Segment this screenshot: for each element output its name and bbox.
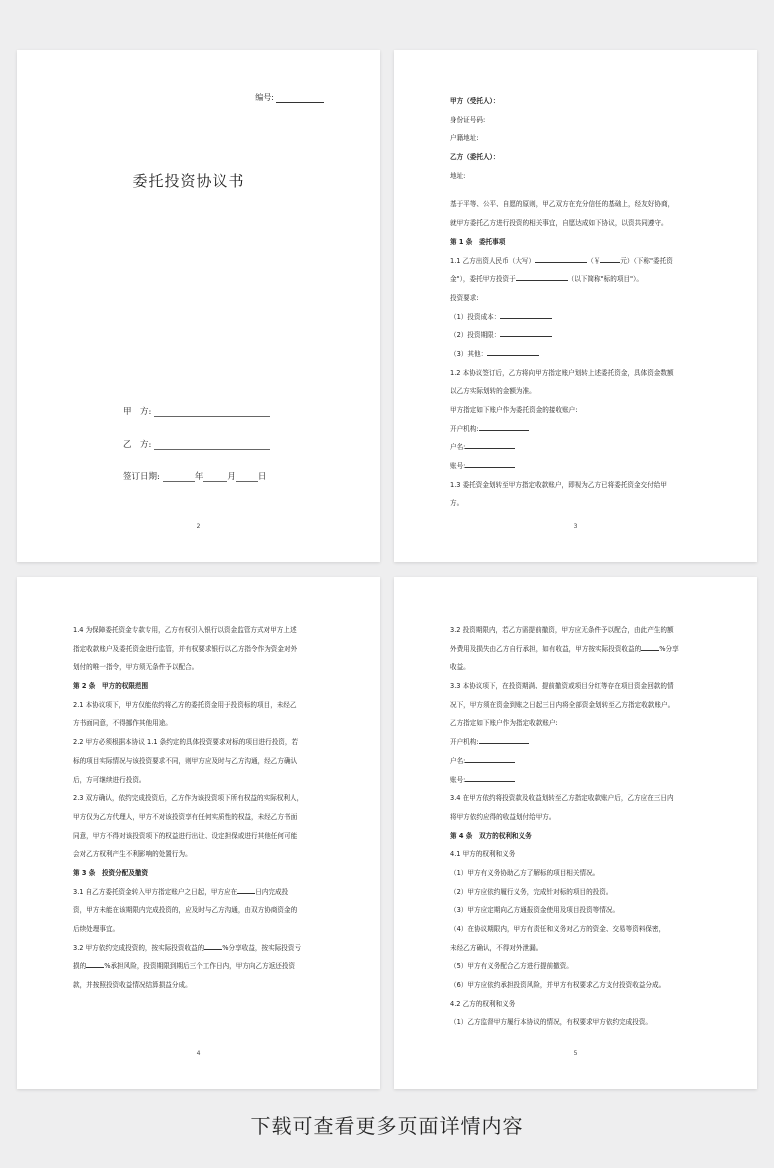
text-line (450, 364, 703, 383)
page-number: 3 (573, 523, 578, 530)
fill-blank (204, 943, 222, 950)
text-line (450, 111, 703, 130)
fill-blank (479, 424, 529, 431)
party-a-label: 甲 方: (123, 407, 152, 417)
text-line (73, 939, 326, 958)
text-line (450, 420, 703, 439)
text-line (73, 733, 326, 752)
line-text: （2）投资期限： (450, 331, 501, 340)
title-text: 委托投资协议书 (132, 172, 245, 190)
text-line (450, 845, 703, 864)
text-line (73, 901, 326, 920)
line-text: 以乙方实际划转的金额为准。 (450, 387, 536, 396)
fill-blank (237, 887, 255, 894)
text-line (450, 901, 703, 920)
line-text: 3.2 甲方依约完成投资的，按实际投资收益的 (73, 943, 205, 952)
fill-blank (641, 644, 659, 651)
fill-blank (500, 330, 552, 337)
line-text: 乙方（委托人）： (450, 153, 500, 162)
fill-blank (465, 442, 515, 449)
text-line (73, 845, 326, 864)
line-text: 指定收款账户及委托资金进行监管，并有权要求银行以乙方指令作为资金对外 (73, 644, 298, 653)
fill-blank (479, 737, 529, 744)
line-text: 标的项目实际情况与该投资要求不同，则甲方应及时与乙方沟通，经乙方确认 (73, 756, 298, 765)
text-line (450, 677, 703, 696)
text-line (73, 658, 326, 677)
line-text: 甲方指定如下账户作为委托资金的接收账户: (450, 406, 578, 414)
fill-blank (465, 461, 515, 468)
text-line (450, 382, 703, 401)
page-cover (17, 50, 380, 562)
line-text: 方。 (450, 499, 464, 508)
text-line (450, 195, 703, 214)
text-line (450, 939, 703, 958)
page-5 (394, 577, 757, 1089)
page-number: 5 (573, 1050, 578, 1057)
line-text: （￥ (587, 256, 601, 265)
line-text: 后，方可继续进行投资。 (73, 775, 146, 784)
line-text: 方书面同意，不得挪作其他用途。 (73, 719, 172, 728)
line-text: 1.3 委托资金划转至甲方指定收款账户，即视为乙方已将委托资金交付给甲 (450, 480, 667, 489)
line-text: 开户机构: (450, 424, 479, 433)
text-line (450, 326, 703, 345)
line-text: 户名: (450, 756, 466, 765)
section-heading (450, 92, 703, 111)
line-text: 第 1 条 委托事项 (450, 237, 506, 246)
line-text: 户名: (450, 443, 466, 452)
text-line (450, 308, 703, 327)
text-line (450, 270, 703, 289)
line-text: 1.4 为保障委托资金专款专用，乙方有权引入银行以资金监管方式对甲方上述 (73, 626, 297, 634)
line-text: 金"），委托甲方投资于 (450, 275, 516, 284)
text-line (450, 883, 703, 902)
footer-caption: 下载可查看更多页面详情内容 (250, 1114, 524, 1138)
line-text: 2.2 甲方必须根据本协议 1.1 条约定的具体投资要求对标的项目进行投资，若 (73, 738, 299, 747)
line-text: 第 3 条 投资分配及撤资 (73, 868, 149, 877)
text-line (450, 752, 703, 771)
line-text: 账号: (450, 775, 466, 784)
line-text: 元）（下称"委托资 (620, 256, 673, 265)
line-text: 未经乙方确认，不得对外泄漏。 (450, 943, 543, 952)
text-line (73, 714, 326, 733)
month-label: 月 (227, 472, 236, 482)
line-text: 资，甲方未能在该期限内完成投资的，应及时与乙方沟通，由双方协商资金的 (73, 906, 298, 915)
line-text: 户籍地址: (450, 134, 479, 143)
party-a-signature (123, 405, 270, 417)
fill-blank (86, 961, 104, 968)
text-line (450, 621, 703, 640)
party-b-signature (123, 438, 270, 450)
line-text: 4.2 乙方的权利和义务 (450, 999, 516, 1008)
line-text: 4.1 甲方的权利和义务 (450, 850, 516, 859)
day-blank (236, 473, 258, 482)
text-line (450, 640, 703, 659)
serial-number (255, 92, 324, 103)
line-text: 甲方仅为乙方代理人，甲方不对该投资享有任何实质性的权益，未经乙方书面 (73, 812, 298, 821)
fill-blank (516, 274, 568, 281)
text-line (73, 976, 326, 995)
page-number: 2 (196, 523, 201, 530)
paragraph-gap (450, 185, 703, 195)
day-label: 日 (257, 472, 267, 482)
line-text: 3.1 自乙方委托资金转入甲方指定账户之日起，甲方应在 (73, 887, 238, 896)
line-text: 外费用及损失由乙方自行承担，如有收益，甲方按实际投资收益的 (450, 644, 642, 653)
line-text: 将甲方依约应得的收益划付给甲方。 (450, 812, 556, 821)
text-line (73, 789, 326, 808)
text-line (450, 733, 703, 752)
year-label: 年 (194, 472, 204, 482)
line-text: 第 4 条 双方的权利和义务 (450, 831, 532, 840)
text-line (450, 771, 703, 790)
text-line (450, 252, 703, 271)
line-text: 2.1 本协议项下，甲方仅能依约将乙方的委托资金用于投资标的项目，未经乙 (73, 700, 297, 709)
text-line (73, 696, 326, 715)
line-text: 甲方（受托人）： (450, 97, 500, 105)
text-line (73, 808, 326, 827)
line-text: （3）其他： (450, 349, 488, 358)
text-line (450, 1013, 703, 1032)
text-line (450, 696, 703, 715)
party-b-line (154, 441, 270, 450)
line-text: 基于平等、公平、自愿的原则，甲乙双方在充分信任的基础上，经友好协商， (450, 200, 675, 209)
line-text: %分享 (659, 644, 679, 653)
month-blank (203, 473, 227, 482)
line-text: 3.3 本协议项下，在投资期满、提前撤资或项目分红等存在项目资金回款的情 (450, 682, 674, 691)
party-b-label: 乙 方: (123, 440, 152, 450)
text-line (450, 995, 703, 1014)
date-label: 签订日期: (123, 472, 160, 482)
line-text: 划付的唯一指令，甲方须无条件予以配合。 (73, 663, 199, 672)
section-heading (450, 148, 703, 167)
text-line (73, 752, 326, 771)
fill-blank (535, 256, 587, 263)
section-heading (73, 864, 326, 883)
text-line (450, 129, 703, 148)
line-text: 会对乙方权利产生不利影响的处置行为。 (73, 850, 192, 859)
text-line (450, 808, 703, 827)
line-text: （2）甲方应依约履行义务，完成针对标的项目的投资。 (450, 887, 613, 896)
line-text: %承担风险，投资期限到期后三个工作日内，甲方向乙方返还投资 (104, 962, 296, 971)
fill-blank (487, 349, 539, 356)
year-blank (163, 473, 195, 482)
page-3-body (450, 92, 703, 513)
fill-blank (465, 775, 515, 782)
text-line (450, 167, 703, 186)
text-line (450, 658, 703, 677)
line-text: （1）投资成本： (450, 312, 501, 321)
text-line (450, 457, 703, 476)
line-text: 损的 (73, 962, 87, 971)
line-text: （1）乙方监督甲方履行本协议的情况，有权要求甲方依约完成投资。 (450, 1018, 653, 1027)
fill-blank (465, 756, 515, 763)
line-text: 第 2 条 甲方的权限范围 (73, 682, 149, 691)
text-line (450, 714, 703, 733)
line-text: 3.4 在甲方依约将投资款及收益划转至乙方指定收款账户后，乙方应在三日内 (450, 794, 674, 803)
text-line (450, 789, 703, 808)
text-line (73, 827, 326, 846)
text-line (450, 957, 703, 976)
text-line (450, 438, 703, 457)
line-text: 账号: (450, 462, 466, 471)
text-line (73, 640, 326, 659)
text-line (450, 494, 703, 513)
page-3 (394, 50, 757, 562)
line-text: 3.2 投资期限内，若乙方需提前撤资，甲方应无条件予以配合，由此产生的额 (450, 626, 674, 634)
line-text: 日内完成投 (255, 887, 289, 896)
section-heading (450, 827, 703, 846)
text-line (73, 883, 326, 902)
line-text: （5）甲方有义务配合乙方进行提前撤资。 (450, 962, 573, 971)
line-text: （6）甲方应依约承担投资风险，并甲方有权要求乙方支付投资收益分成。 (450, 981, 666, 990)
page-5-body (450, 621, 703, 1032)
page-4-body (73, 621, 326, 995)
line-text: 就甲方委托乙方进行投资的相关事宜，自愿达成如下协议，以资共同遵守。 (450, 219, 668, 228)
page-4 (17, 577, 380, 1089)
line-text: 乙方指定如下账户作为指定收款账户: (450, 719, 558, 728)
text-line (450, 214, 703, 233)
line-text: 开户机构: (450, 738, 479, 747)
line-text: 1.1 乙方出资人民币（大写） (450, 256, 536, 265)
serial-label: 编号: (255, 93, 274, 102)
page-number: 4 (196, 1050, 201, 1057)
line-text: 1.2 本协议签订后，乙方将向甲方指定账户划转上述委托资金，具体资金数额 (450, 368, 674, 377)
text-line (73, 957, 326, 976)
text-line (450, 976, 703, 995)
text-line (450, 476, 703, 495)
document-title (17, 170, 380, 191)
text-line (450, 864, 703, 883)
text-line (450, 289, 703, 308)
line-text: %分享收益，按实际投资亏 (222, 943, 302, 952)
section-heading (450, 233, 703, 252)
serial-blank (276, 94, 324, 103)
text-line (450, 920, 703, 939)
line-text: 后续处理事宜。 (73, 925, 120, 933)
line-text: 2.3 双方确认，依约完成投资后，乙方作为该投资项下所有权益的实际权利人， (73, 794, 304, 803)
line-text: （以下简称"标的项目"）。 (567, 275, 643, 284)
text-line (450, 401, 703, 420)
line-text: （1）甲方有义务协助乙方了解标的项目相关情况。 (450, 868, 600, 877)
line-text: 况下，甲方须在资金到账之日起三日内将全部资金划转至乙方指定收款账户。 (450, 700, 675, 709)
section-heading (73, 677, 326, 696)
line-text: 投资要求: (450, 293, 479, 302)
signing-date (123, 470, 266, 482)
party-a-line (154, 408, 270, 417)
line-text: （4）在协议期限内，甲方有责任和义务对乙方的资金、交易等资料保密， (450, 925, 666, 933)
text-line (73, 920, 326, 939)
text-line (450, 345, 703, 364)
fill-blank (500, 312, 552, 319)
line-text: （3）甲方应定期向乙方通报资金使用及项目投资等情况。 (450, 906, 620, 915)
fill-blank (600, 256, 620, 263)
text-line (73, 621, 326, 640)
line-text: 收益。 (450, 663, 470, 672)
text-line (73, 771, 326, 790)
line-text: 地址: (450, 171, 466, 180)
line-text: 同意，甲方不得对该投资项下的权益进行出让、设定担保或进行其他任何可能 (73, 831, 298, 840)
line-text: 身份证号码: (450, 115, 486, 124)
line-text: 款，并按照投资收益情况结算损益分成。 (73, 981, 192, 990)
